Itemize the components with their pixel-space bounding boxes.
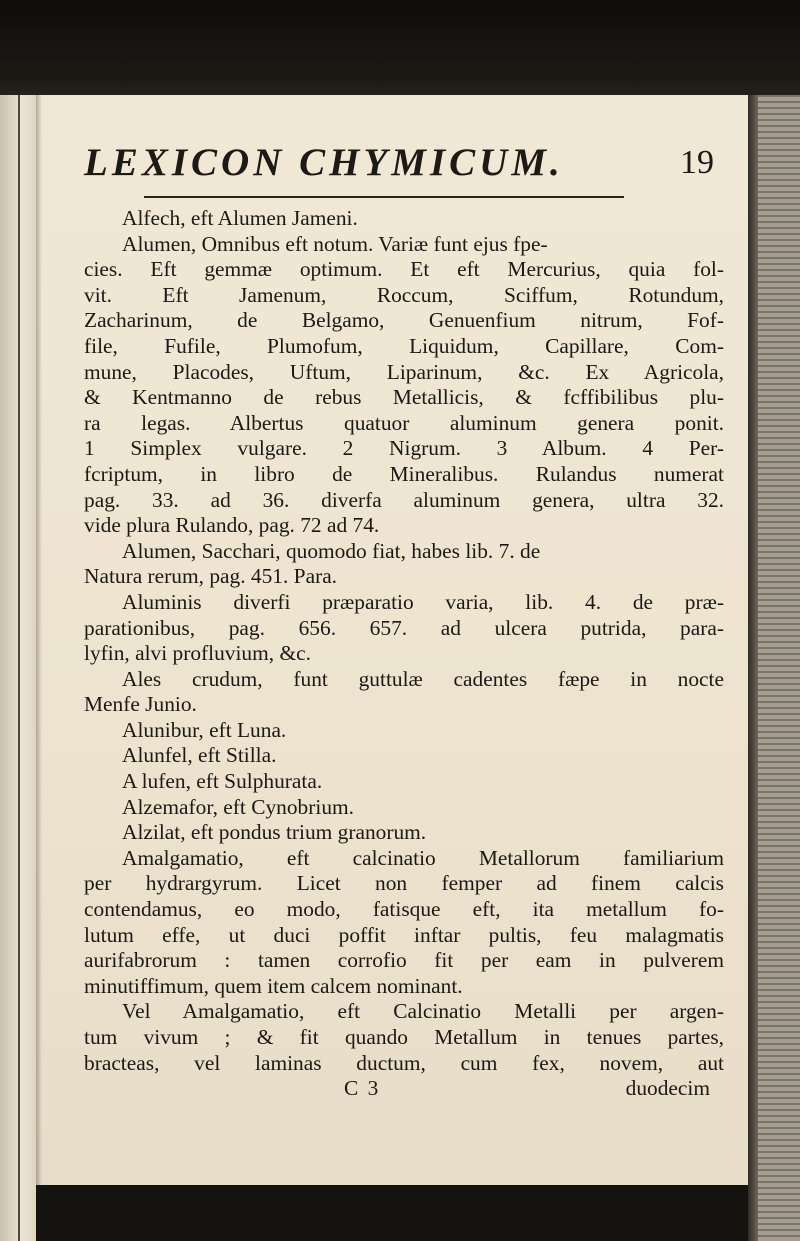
text-line: Ales crudum, funt guttulæ cadentes fæpe in nocte [122,666,724,691]
text-line: lyfin, alvi profluvium, &c. [84,641,311,666]
text-line: vide plura Rulando, pag. 72 ad 74. [84,513,380,538]
right-gutter [748,95,758,1241]
text-line: Zacharinum, de Belgamo, Genuenfium nitrum, Fof- [84,308,724,333]
text-line: Natura rerum, pag. 451. Para. [84,564,338,589]
text-line: cies. Eft gemmæ optimum. Et eft Mercurius, quia fol- [84,257,724,282]
text-line: Amalgamatio, eft calcinatio Metallorum familiarium [122,845,724,870]
page-header [84,140,714,188]
text-line: bracteas, vel laminas ductum, cum fex, novem, aut [84,1050,724,1075]
text-line: vit. Eft Jamenum, Roccum, Sciffum, Rotundum, [84,282,724,307]
page-footer [84,1076,724,1102]
catchword: duodecim [625,1076,710,1101]
running-title: LEXICON CHYMICUM. [84,141,564,184]
text-line: Alfech, eft Alumen Jameni. [122,206,358,230]
text-line: 1 Simplex vulgare. 2 Nigrum. 3 Album. 4 Per- [84,436,724,461]
page-stack-edge [748,95,800,1241]
previous-page-edge [0,95,36,1241]
text-line: Alunibur, eft Luna. [122,717,287,742]
text-line: Alunfel, eft Stilla. [122,743,277,768]
text-line: Menfe Junio. [84,692,197,717]
text-line: pag. 33. ad 36. diverfa aluminum genera, ultra 32. [84,487,724,512]
body-text [84,206,724,1102]
text-line: per hydrargyrum. Licet non femper ad finem calcis [84,871,724,896]
text-line: mune, Placodes, Uftum, Liparinum, &c. Ex Agricola, [84,359,724,384]
scan-background-top [0,0,800,110]
header-rule [144,196,624,198]
text-line: Alzemafor, eft Cynobrium. [122,794,354,819]
text-line: lutum effe, ut duci poffit inftar pultis, feu malagmatis [84,922,724,947]
text-line: ra legas. Albertus quatuor aluminum genera ponit. [84,410,724,435]
scan-background-bottom [36,1185,748,1241]
text-line: parationibus, pag. 656. 657. ad ulcera putrida, para- [84,615,724,640]
text-line: contendamus, eo modo, fatisque eft, ita metallum fo- [84,897,724,922]
text-line: Alumen, Omnibus eft notum. Variæ funt ejus fpe- [122,231,548,256]
text-line: & Kentmanno de rebus Metallicis, & fcffibilibus plu- [84,385,724,410]
page-fold-line [18,95,20,1241]
text-line: Vel Amalgamatio, eft Calcinatio Metalli per argen- [122,999,724,1024]
text-line: A lufen, eft Sulphurata. [122,769,323,794]
text-line: file, Fufile, Plumofum, Liquidum, Capillare, Com- [84,333,724,358]
text-line: Alzilat, eft pondus trium granorum. [122,820,427,845]
text-line: tum vivum ; & fit quando Metallum in tenues partes, [84,1025,724,1049]
gutter-shadow [36,95,42,1241]
page-number: 19 [680,144,714,181]
signature-mark: C 3 [344,1076,381,1101]
text-line: Aluminis diverfi præparatio varia, lib. 4. de præ- [122,589,724,614]
text-line: aurifabrorum : tamen corrofio fit per eam in pulverem [84,948,724,973]
text-line: fcriptum, in libro de Mineralibus. Rulandus numerat [84,461,724,486]
text-line: minutiffimum, quem item calcem nominant. [84,973,463,998]
text-line: Alumen, Sacchari, quomodo fiat, habes lib. 7. de [122,538,541,563]
